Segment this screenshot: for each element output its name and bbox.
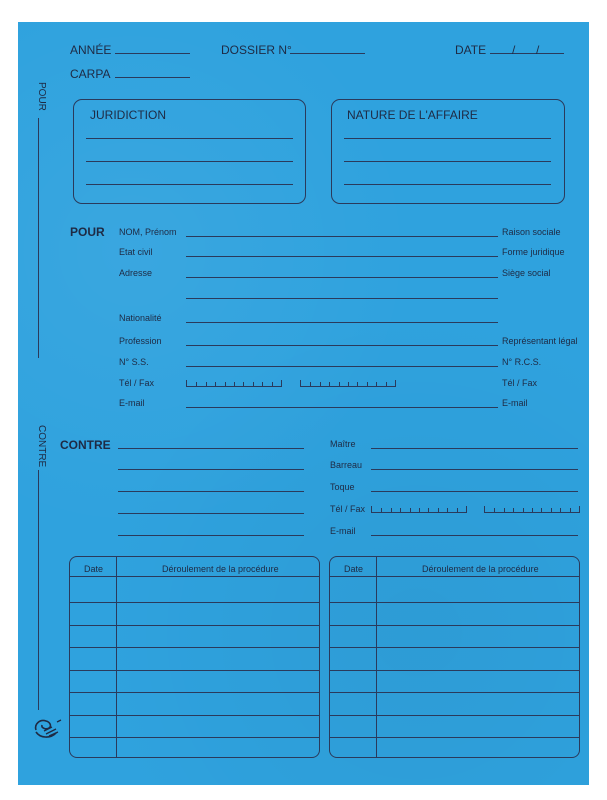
field-label: Barreau xyxy=(330,460,363,470)
side-label-contre: CONTRE xyxy=(36,425,47,468)
field-label: N° S.S. xyxy=(119,357,149,367)
table-row[interactable] xyxy=(330,576,579,577)
contre-line[interactable] xyxy=(118,448,304,449)
field-label: N° R.C.S. xyxy=(502,357,542,367)
table-row[interactable] xyxy=(70,576,319,577)
field-label: Maître xyxy=(330,439,356,449)
table-row[interactable] xyxy=(70,602,319,603)
profession-field[interactable] xyxy=(186,345,498,346)
dossier-label: DOSSIER N° xyxy=(221,43,292,57)
table-row[interactable] xyxy=(70,647,319,648)
table-header-procedure: Déroulement de la procédure xyxy=(162,564,279,574)
field-label: E-mail xyxy=(330,526,356,536)
annee-label: ANNÉE xyxy=(70,43,112,57)
field-label: Adresse xyxy=(119,268,153,278)
contre-line[interactable] xyxy=(118,469,304,470)
field-label: Tél / Fax xyxy=(330,504,366,514)
procedure-table-right xyxy=(329,556,580,758)
pour-title: POUR xyxy=(70,225,105,239)
field-label: E-mail xyxy=(119,398,145,408)
contre-title: CONTRE xyxy=(60,438,111,452)
field-label: Profession xyxy=(119,336,162,346)
contre-fax-comb-field[interactable] xyxy=(484,506,580,513)
procedure-table-left xyxy=(69,556,320,758)
carpa-label: CARPA xyxy=(70,67,111,81)
table-row[interactable] xyxy=(330,670,579,671)
field-label: Forme juridique xyxy=(502,247,565,257)
table-row[interactable] xyxy=(330,715,579,716)
juridiction-line[interactable] xyxy=(86,138,293,139)
maitre-field[interactable] xyxy=(371,448,578,449)
annee-field[interactable] xyxy=(115,53,190,54)
brand-logo-icon xyxy=(30,716,64,742)
fax-comb-field[interactable] xyxy=(300,380,396,387)
table-row[interactable] xyxy=(330,737,579,738)
juridiction-line[interactable] xyxy=(86,184,293,185)
table-header-date: Date xyxy=(344,564,364,574)
table-row[interactable] xyxy=(70,692,319,693)
contre-line[interactable] xyxy=(118,535,304,536)
table-row[interactable] xyxy=(70,625,319,626)
date-separator: / xyxy=(536,43,540,57)
contre-tel-comb-field[interactable] xyxy=(371,506,467,513)
date-field[interactable] xyxy=(490,53,564,54)
contre-line[interactable] xyxy=(118,513,304,514)
nom-prenom-field[interactable] xyxy=(186,236,498,237)
field-label: Tél / Fax xyxy=(119,378,155,388)
date-separator: / xyxy=(512,43,516,57)
table-row[interactable] xyxy=(70,715,319,716)
barreau-field[interactable] xyxy=(371,469,578,470)
contre-email-field[interactable] xyxy=(371,535,578,536)
table-row[interactable] xyxy=(70,737,319,738)
date-label: DATE xyxy=(455,43,487,57)
juridiction-line[interactable] xyxy=(86,161,293,162)
table-column-divider xyxy=(116,557,117,757)
table-header-date: Date xyxy=(84,564,104,574)
table-row[interactable] xyxy=(330,692,579,693)
table-row[interactable] xyxy=(330,625,579,626)
etat-civil-field[interactable] xyxy=(186,256,498,257)
table-row[interactable] xyxy=(330,602,579,603)
tel-comb-field[interactable] xyxy=(186,380,282,387)
adresse-field-2[interactable] xyxy=(186,298,498,299)
side-divider xyxy=(38,118,39,358)
table-row[interactable] xyxy=(70,670,319,671)
side-divider xyxy=(38,470,39,710)
contre-line[interactable] xyxy=(118,491,304,492)
field-label: Etat civil xyxy=(119,247,153,257)
carpa-field[interactable] xyxy=(115,77,190,78)
numero-ss-field[interactable] xyxy=(186,366,498,367)
toque-field[interactable] xyxy=(371,491,578,492)
field-label: Représentant légal xyxy=(502,336,578,346)
nature-line[interactable] xyxy=(344,184,551,185)
field-label: E-mail xyxy=(502,398,528,408)
field-label: Siège social xyxy=(502,268,551,278)
adresse-field[interactable] xyxy=(186,277,498,278)
field-label: Tél / Fax xyxy=(502,378,538,388)
juridiction-label: JURIDICTION xyxy=(90,108,166,122)
nationalite-field[interactable] xyxy=(186,322,498,323)
field-label: NOM, Prénom xyxy=(119,227,177,237)
email-field[interactable] xyxy=(186,407,498,408)
table-row[interactable] xyxy=(330,647,579,648)
side-label-pour: POUR xyxy=(36,82,47,111)
field-label: Raison sociale xyxy=(502,227,561,237)
dossier-field[interactable] xyxy=(290,53,365,54)
table-column-divider xyxy=(376,557,377,757)
nature-line[interactable] xyxy=(344,138,551,139)
nature-affaire-label: NATURE DE L'AFFAIRE xyxy=(347,108,478,122)
table-header-procedure: Déroulement de la procédure xyxy=(422,564,539,574)
nature-line[interactable] xyxy=(344,161,551,162)
field-label: Toque xyxy=(330,482,355,492)
field-label: Nationalité xyxy=(119,313,162,323)
